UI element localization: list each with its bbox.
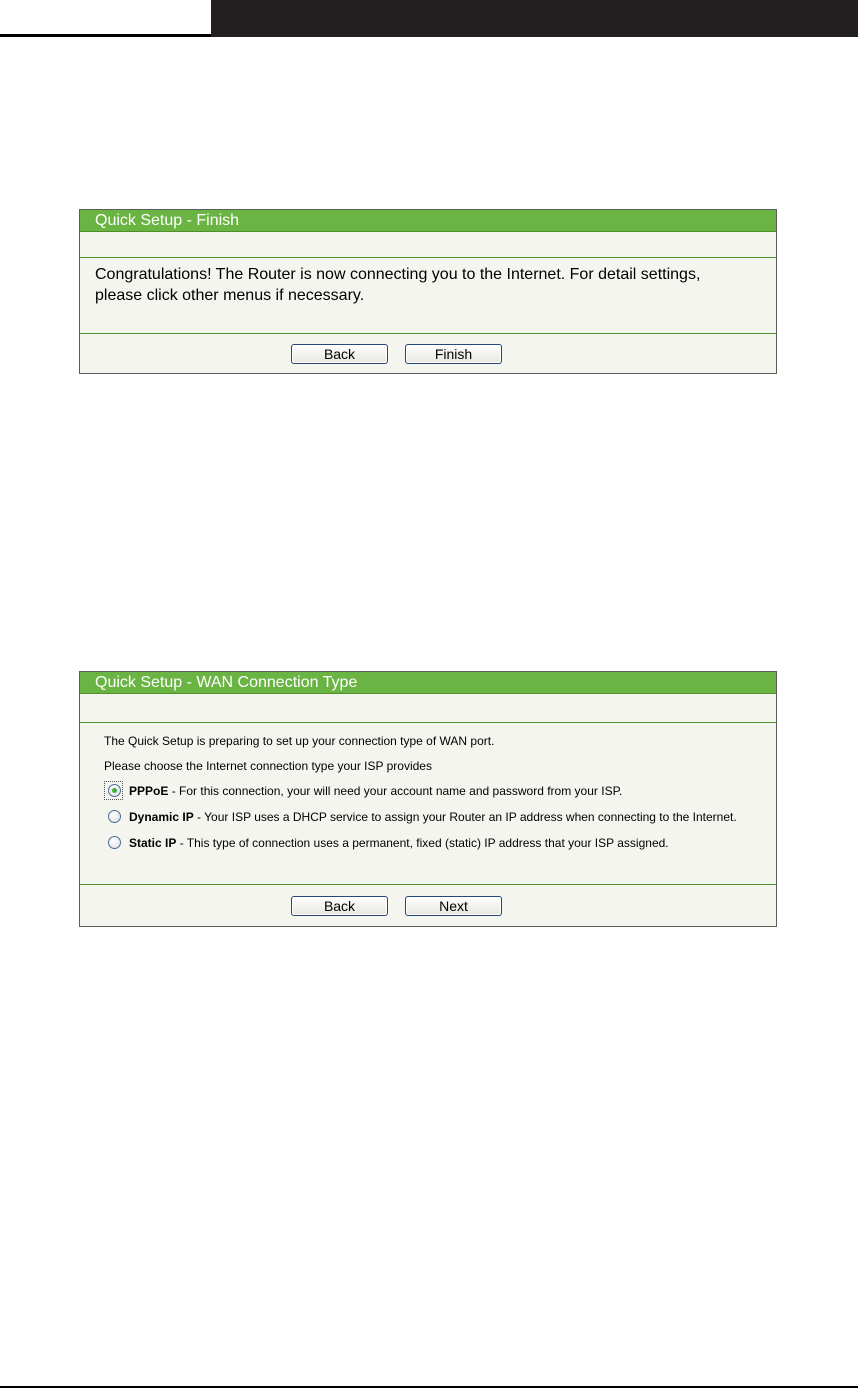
finish-message-line-1: Congratulations! The Router is now connecting you to the Internet. For detail settings, [95, 266, 701, 283]
panel-spacer [80, 232, 776, 258]
radio-option-static-ip[interactable] [104, 836, 776, 850]
panel-footer [80, 885, 776, 927]
back-button[interactable]: Back [291, 896, 388, 916]
option-description: - This type of connection uses a permanent, fixed (static) IP address that your ISP assigned. [176, 836, 669, 850]
radio-button-static-ip[interactable] [108, 836, 121, 849]
radio-option-pppoe[interactable] [104, 784, 776, 798]
radio-option-dynamic-ip[interactable] [104, 810, 776, 824]
radio-button-pppoe[interactable] [108, 784, 121, 797]
finish-message [80, 258, 776, 334]
wan-options-body [80, 723, 776, 885]
back-button[interactable]: Back [291, 344, 388, 364]
option-name: Dynamic IP [129, 810, 194, 824]
page-header-bar [211, 0, 858, 37]
panel-title: Quick Setup - Finish [80, 210, 776, 232]
panel-spacer [80, 694, 776, 723]
next-button[interactable]: Next [405, 896, 502, 916]
radio-button-dynamic-ip[interactable] [108, 810, 121, 823]
option-description: - For this connection, your will need your account name and password from your ISP. [168, 784, 623, 798]
panel-footer [80, 334, 776, 374]
quick-setup-finish-panel [79, 209, 777, 374]
option-name: Static IP [129, 836, 177, 850]
option-name: PPPoE [129, 784, 169, 798]
page-footer-rule [0, 1386, 858, 1388]
option-description: - Your ISP uses a DHCP service to assign your Router an IP address when connecting to the Internet. [193, 810, 737, 824]
finish-button[interactable]: Finish [405, 344, 502, 364]
quick-setup-wan-panel [79, 671, 777, 927]
finish-message-line-2: please click other menus if necessary. [95, 287, 365, 304]
wan-prompt-text: Please choose the Internet connection type your ISP provides [104, 759, 432, 773]
wan-intro-text: The Quick Setup is preparing to set up your connection type of WAN port. [104, 734, 495, 748]
panel-title: Quick Setup - WAN Connection Type [80, 672, 776, 694]
